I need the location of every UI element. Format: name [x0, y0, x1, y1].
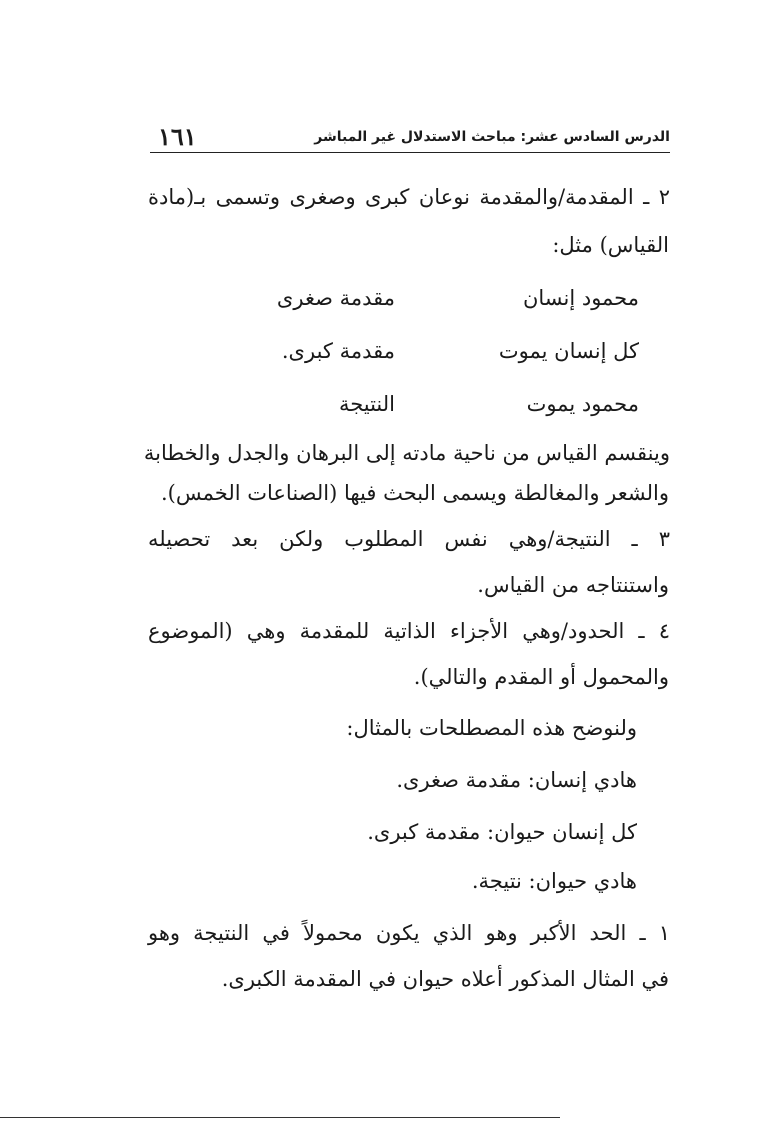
paragraph-3-line-1: ٣ ـ النتيجة/وهي نفس المطلوب ولكن بعد تحصيله: [148, 527, 670, 551]
example1-statement: محمود إنسان: [522, 286, 639, 310]
page-number: ١٦١: [158, 122, 197, 151]
running-title: الدرس السادس عشر: مباحث الاستدلال غير المباشر: [314, 129, 670, 145]
footer-rule: [0, 1117, 560, 1118]
example1-statement: كل إنسان يموت: [498, 339, 639, 363]
paragraph-2-line-2: القياس) مثل:: [552, 233, 669, 257]
example1-statement: محمود يموت: [526, 392, 639, 416]
page-header: [150, 122, 670, 153]
example2-line: كل إنسان حيوان: مقدمة كبرى.: [367, 820, 637, 844]
example2-line: هادي إنسان: مقدمة صغرى.: [396, 768, 637, 792]
division-line-1: وينقسم القياس من ناحية مادته إلى البرهان والجدل والخطابة: [143, 441, 670, 465]
paragraph-3-line-2: واستنتاجه من القياس.: [477, 573, 669, 597]
example2-line: هادي حيوان: نتيجة.: [471, 869, 637, 893]
division-line-2: والشعر والمغالطة ويسمى البحث فيها (الصناعات الخمس).: [160, 481, 669, 505]
clarify-intro: ولنوضح هذه المصطلحات بالمثال:: [346, 716, 637, 740]
major-term-line-1: ١ ـ الحد الأكبر وهو الذي يكون محمولاً في النتيجة وهو: [148, 921, 670, 945]
example1-label: النتيجة: [338, 392, 395, 416]
example1-label: مقدمة كبرى.: [281, 339, 395, 363]
paragraph-2-line-1: ٢ ـ المقدمة/والمقدمة نوعان كبرى وصغرى وتسمى بـ(مادة: [148, 185, 670, 209]
major-term-line-2: في المثال المذكور أعلاه حيوان في المقدمة الكبرى.: [221, 967, 669, 991]
paragraph-4-line-2: والمحمول أو المقدم والتالي).: [413, 665, 669, 689]
example1-label: مقدمة صغرى: [276, 286, 395, 310]
paragraph-4-line-1: ٤ ـ الحدود/وهي الأجزاء الذاتية للمقدمة وهي (الموضوع: [148, 619, 670, 643]
